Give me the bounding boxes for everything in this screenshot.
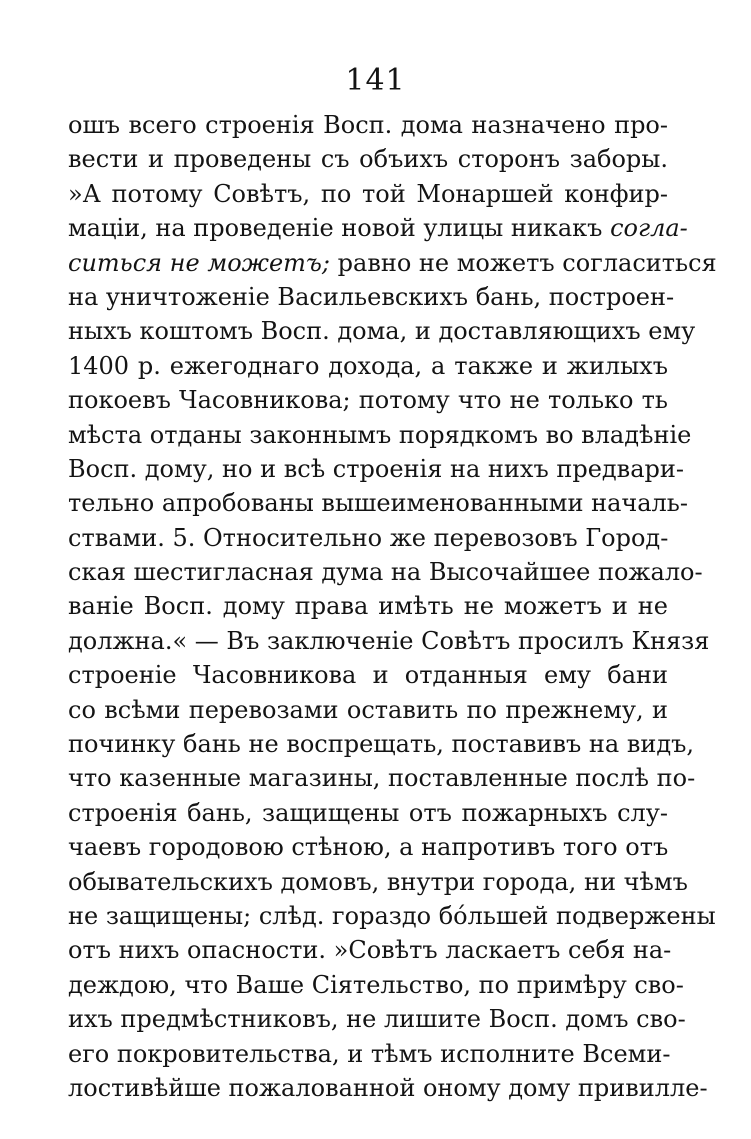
text-line-7: ныхъ коштомъ Восп. дома, и доставляющихъ ему bbox=[68, 317, 696, 346]
text-line-17: строеніе Часовникова и отданныя ему бани bbox=[68, 661, 668, 690]
text-line-13: ствами. 5. Относительно же перевозовъ Город- bbox=[68, 523, 669, 552]
text-line-4-main: маціи, на проведеніе новой улицы никакъ bbox=[68, 214, 603, 243]
text-line-1: ошъ всего строенія Восп. дома назначено про- bbox=[68, 111, 668, 139]
text-line-21: строенія бань, защищены отъ пожарныхъ слу- bbox=[68, 798, 668, 827]
text-line-5-main: равно не можетъ согласиться bbox=[337, 248, 717, 277]
text-line-20: что казенные магазины, поставленные послѣ по- bbox=[68, 764, 696, 793]
text-line-25: отъ нихъ опасности. »Совѣтъ ласкаетъ себя на- bbox=[68, 936, 672, 965]
text-line-8: 1400 р. ежегоднаго дохода, а также и жилыхъ bbox=[68, 351, 668, 380]
text-line-10: мѣста отданы законнымъ порядкомъ во владѣніе bbox=[68, 420, 692, 449]
text-line-24: не защищены; слѣд. гораздо бо́льшей подвержены bbox=[68, 901, 716, 930]
text-line-6: на уничтоженіе Васильевскихъ бань, построен- bbox=[68, 282, 675, 311]
text-line-15: ваніе Восп. дому права имѣть не можетъ и не bbox=[68, 592, 668, 621]
text-line-3: »А потому Совѣтъ, по той Монаршей конфир- bbox=[68, 179, 668, 208]
text-line-5 bbox=[68, 246, 717, 280]
italic-phrase-part-1: согла- bbox=[610, 214, 688, 243]
text-line-26: деждою, что Ваше Сіятельство, по примѣру сво- bbox=[68, 970, 684, 999]
text-line-18: со всѣми перевозами оставить по прежнему, и bbox=[68, 695, 668, 724]
text-line-4 bbox=[68, 211, 688, 245]
text-line-11: Восп. дому, но и всѣ строенія на нихъ предвари- bbox=[68, 454, 684, 483]
text-line-9: покоевъ Часовникова; потому что не только ть bbox=[68, 386, 668, 415]
text-line-28: его покровительства, и тѣмъ исполните Всеми- bbox=[68, 1039, 671, 1068]
text-line-22: чаевъ городовою стѣною, а напротивъ того отъ bbox=[68, 833, 669, 862]
italic-phrase-part-2: ситься не можетъ; bbox=[68, 248, 330, 277]
text-line-23: обывательскихъ домовъ, внутри города, ни чѣмъ bbox=[68, 867, 688, 896]
page-number: 141 bbox=[345, 63, 406, 98]
body-text bbox=[68, 108, 717, 1105]
text-line-19: починку бань не воспрещать, поставивъ на видъ, bbox=[68, 730, 695, 759]
text-line-16: должна.« — Въ заключеніе Совѣтъ просилъ Князя bbox=[68, 626, 710, 655]
text-line-2: вести и проведены съ объихъ сторонъ заборы. bbox=[68, 145, 668, 174]
text-line-27: ихъ предмѣстниковъ, не лишите Восп. домъ сво- bbox=[68, 1005, 686, 1034]
text-line-12: тельно апробованы вышеименованными началь- bbox=[68, 489, 688, 518]
text-line-29: лостивѣйше пожалованной оному дому привилле- bbox=[68, 1073, 708, 1102]
text-line-14: ская шестигласная дума на Высочайшее пожало- bbox=[68, 558, 703, 587]
